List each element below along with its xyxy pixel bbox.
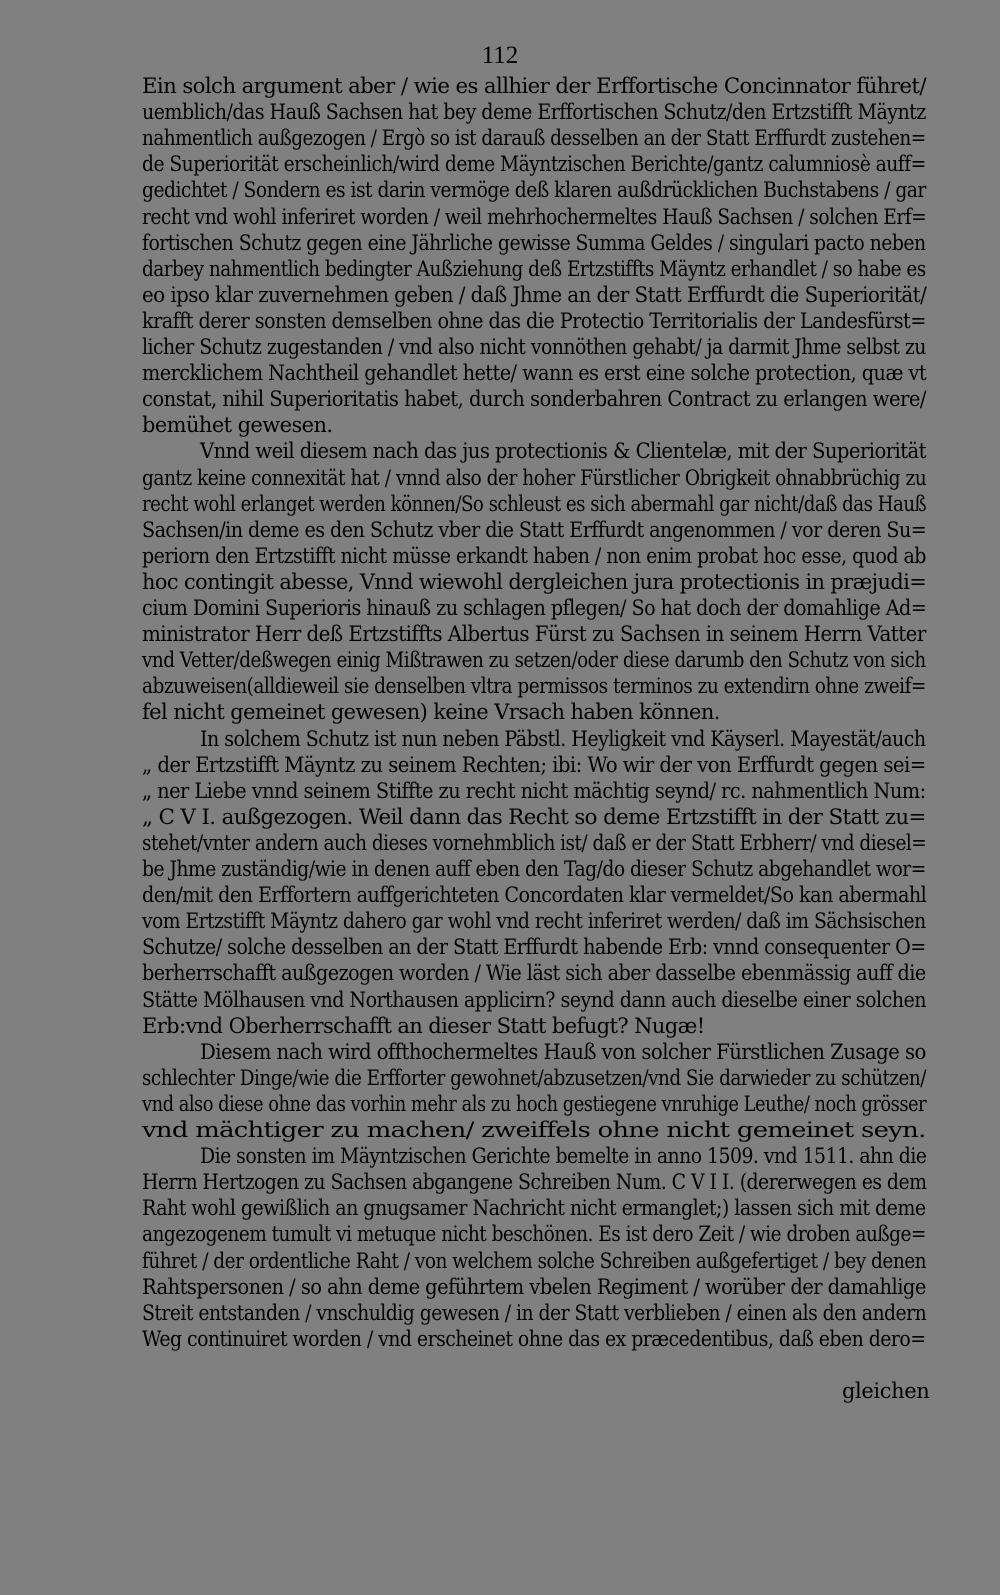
- text-line: hoc contingit abesse, Vnnd wiewohl dergleichen jura protectionis in præjudi=: [142, 569, 927, 594]
- catchword: gleichen: [842, 1379, 930, 1403]
- text-line: bemühet gewesen.: [142, 413, 333, 438]
- text-line: Raht wohl gewißlich an gnugsamer Nachricht nicht ermanglet;) lassen sich mit deme: [142, 1196, 926, 1221]
- text-line: Rahtspersonen / so ahn deme geführtem vbelen Regiment / worüber der damahlige: [142, 1274, 926, 1299]
- text-line: Vnnd weil diesem nach das jus protectionis & Clientelæ, mit der Superiorität: [200, 439, 926, 464]
- text-line: cium Domini Superioris hinauß zu schlagen pflegen/ So hat doch der domahlige Ad=: [142, 596, 927, 620]
- text-line: Sachsen/in deme es den Schutz vber die Statt Erffurdt angenommen / vor deren Su=: [142, 517, 927, 542]
- text-line: vnd mächtiger zu machen/ zweiffels ohne nicht gemeinet seyn.: [142, 1118, 926, 1142]
- text-line: recht wohl erlanget werden können/So schleust es sich abermahl gar nicht/daß das Hauß: [142, 491, 927, 516]
- text-line: Die sonsten im Mäyntzischen Gerichte bemelte in anno 1509. vnd 1511. ahn die: [200, 1144, 927, 1169]
- text-line: Herrn Hertzogen zu Sachsen abgangene Schreiben Num. C V I I. (dererwegen es dem: [142, 1170, 927, 1195]
- text-line: fel nicht gemeinet gewesen) keine Vrsach haben können.: [142, 700, 720, 725]
- text-line: Erb:vnd Oberherrschafft an dieser Statt befugt? Nugæ!: [142, 1013, 705, 1038]
- text-line: eo ipso klar zuvernehmen geben / daß Jhme an der Statt Erffurdt die Superiorität/: [142, 282, 927, 307]
- text-line: Streit entstanden / vnschuldig gewesen / in der Statt verblieben / einen als den andern: [142, 1300, 927, 1325]
- text-line: angezogenem tumult vi metuque nicht beschönen. Es ist dero Zeit / wie droben außge=: [142, 1222, 926, 1247]
- text-line: vnd Vetter/deßwegen einig Mißtrawen zu setzen/oder diese darumb den Schutz von sich: [142, 648, 926, 673]
- text-line: stehet/vnter andern auch dieses vornehmblich ist/ daß er der Statt Erbherr/ vnd diesel=: [142, 830, 927, 855]
- text-line: gedichtet / Sondern es ist darin vermöge deß klaren außdrücklichen Buchstabens / gar: [142, 178, 926, 203]
- text-line: ministrator Herr deß Ertzstiffts Albertus Fürst zu Sachsen in seinem Herrn Vatter: [142, 622, 926, 647]
- text-line: Diesem nach wird offthochermeltes Hauß von solcher Fürstlichen Zusage so: [200, 1039, 926, 1064]
- text-line: „ ner Liebe vnnd seinem Stiffte zu recht nicht mächtig seynd/ rc. nahmentlich Num:: [142, 778, 926, 803]
- text-line: schlechter Dinge/wie die Erfforter gewohnet/abzusetzen/vnd Sie darwieder zu schützen/: [142, 1065, 926, 1090]
- text-line: gantz keine connexität hat / vnnd also der hoher Fürstlicher Obrigkeit ohnabbrüchig zu: [142, 465, 927, 490]
- text-line: führet / der ordentliche Raht / von welchem solche Schreiben außgefertiget / bey denen: [142, 1248, 927, 1273]
- text-line: uemblich/das Hauß Sachsen hat bey deme Erffortischen Schutz/den Ertzstifft Mäyntz: [142, 100, 926, 125]
- text-line: mercklichem Nachtheil gehandlet hette/ wann es erst eine solche protection, quæ vt: [142, 361, 927, 386]
- text-line: krafft derer sonsten demselben ohne das die Protectio Territorialis der Landesfürst=: [142, 308, 926, 333]
- text-line: periorn den Ertzstifft nicht müsse erkandt haben / non enim probat hoc esse, quod ab: [142, 543, 926, 568]
- text-line: Schutze/ solche desselben an der Statt Erffurdt habende Erb: vnnd consequenter O=: [142, 935, 926, 960]
- text-line: constat, nihil Superioritatis habet, durch sonderbahren Contract zu erlangen were/: [142, 387, 926, 412]
- text-line: „ der Ertzstifft Mäyntz zu seinem Rechten; ibi: Wo wir der von Erffurdt gegen sei=: [142, 752, 926, 777]
- text-line: recht vnd wohl inferiret worden / weil mehrhochermeltes Hauß Sachsen / solchen Erf=: [142, 204, 927, 229]
- text-line: berherrschafft außgezogen worden / Wie läst sich aber dasselbe ebenmässig auff die: [142, 961, 926, 986]
- text-line: den/mit den Erffortern auffgerichteten Concordaten klar vermeldet/So kan abermahl: [142, 883, 927, 908]
- page-number: 112: [481, 42, 519, 69]
- text-line: Stätte Mölhausen vnd Northausen applicirn? seynd dann auch dieselbe einer solchen: [142, 987, 926, 1012]
- text-line: „ C V I. außgezogen. Weil dann das Recht so deme Ertzstifft in der Statt zu=: [142, 804, 926, 829]
- text-line: nahmentlich außgezogen / Ergò so ist darauß desselben an der Statt Erffurdt zustehen=: [142, 126, 926, 151]
- text-line: licher Schutz zugestanden / vnd also nicht vonnöthen gehabt/ ja darmit Jhme selbst zu: [142, 335, 926, 359]
- text-line: In solchem Schutz ist nun neben Päbstl. Heyligkeit vnd Käyserl. Mayestät/auch: [200, 726, 926, 751]
- text-line: vnd also diese ohne das vorhin mehr als zu hoch gestiegene vnruhige Leuthe/ noch grösser: [142, 1091, 927, 1116]
- text-line: vom Ertzstifft Mäyntz dahero gar wohl vnd recht inferiret werden/ daß im Sächsischen: [142, 909, 926, 934]
- text-line: fortischen Schutz gegen eine Jährliche gewisse Summa Geldes / singulari pacto neben: [142, 230, 926, 255]
- text-line: darbey nahmentlich bedingter Außziehung deß Ertzstiffts Mäyntz erhandlet / so habe es: [142, 256, 926, 281]
- text-line: Ein solch argument aber / wie es allhier der Erffortische Concinnator führet/: [142, 74, 926, 98]
- text-line: Weg continuiret worden / vnd erscheinet ohne das ex præcedentibus, daß eben dero=: [142, 1326, 926, 1351]
- text-line: abzuweisen(alldieweil sie denselben vltra permissos terminos zu extendirn ohne zweif=: [142, 674, 926, 699]
- text-line: be Jhme zuständig/wie in denen auff eben den Tag/do dieser Schutz abgehandlet wor=: [142, 857, 926, 881]
- text-line: de Superiorität erscheinlich/wird deme Mäyntzischen Berichte/gantz calumniosè auff=: [142, 152, 926, 177]
